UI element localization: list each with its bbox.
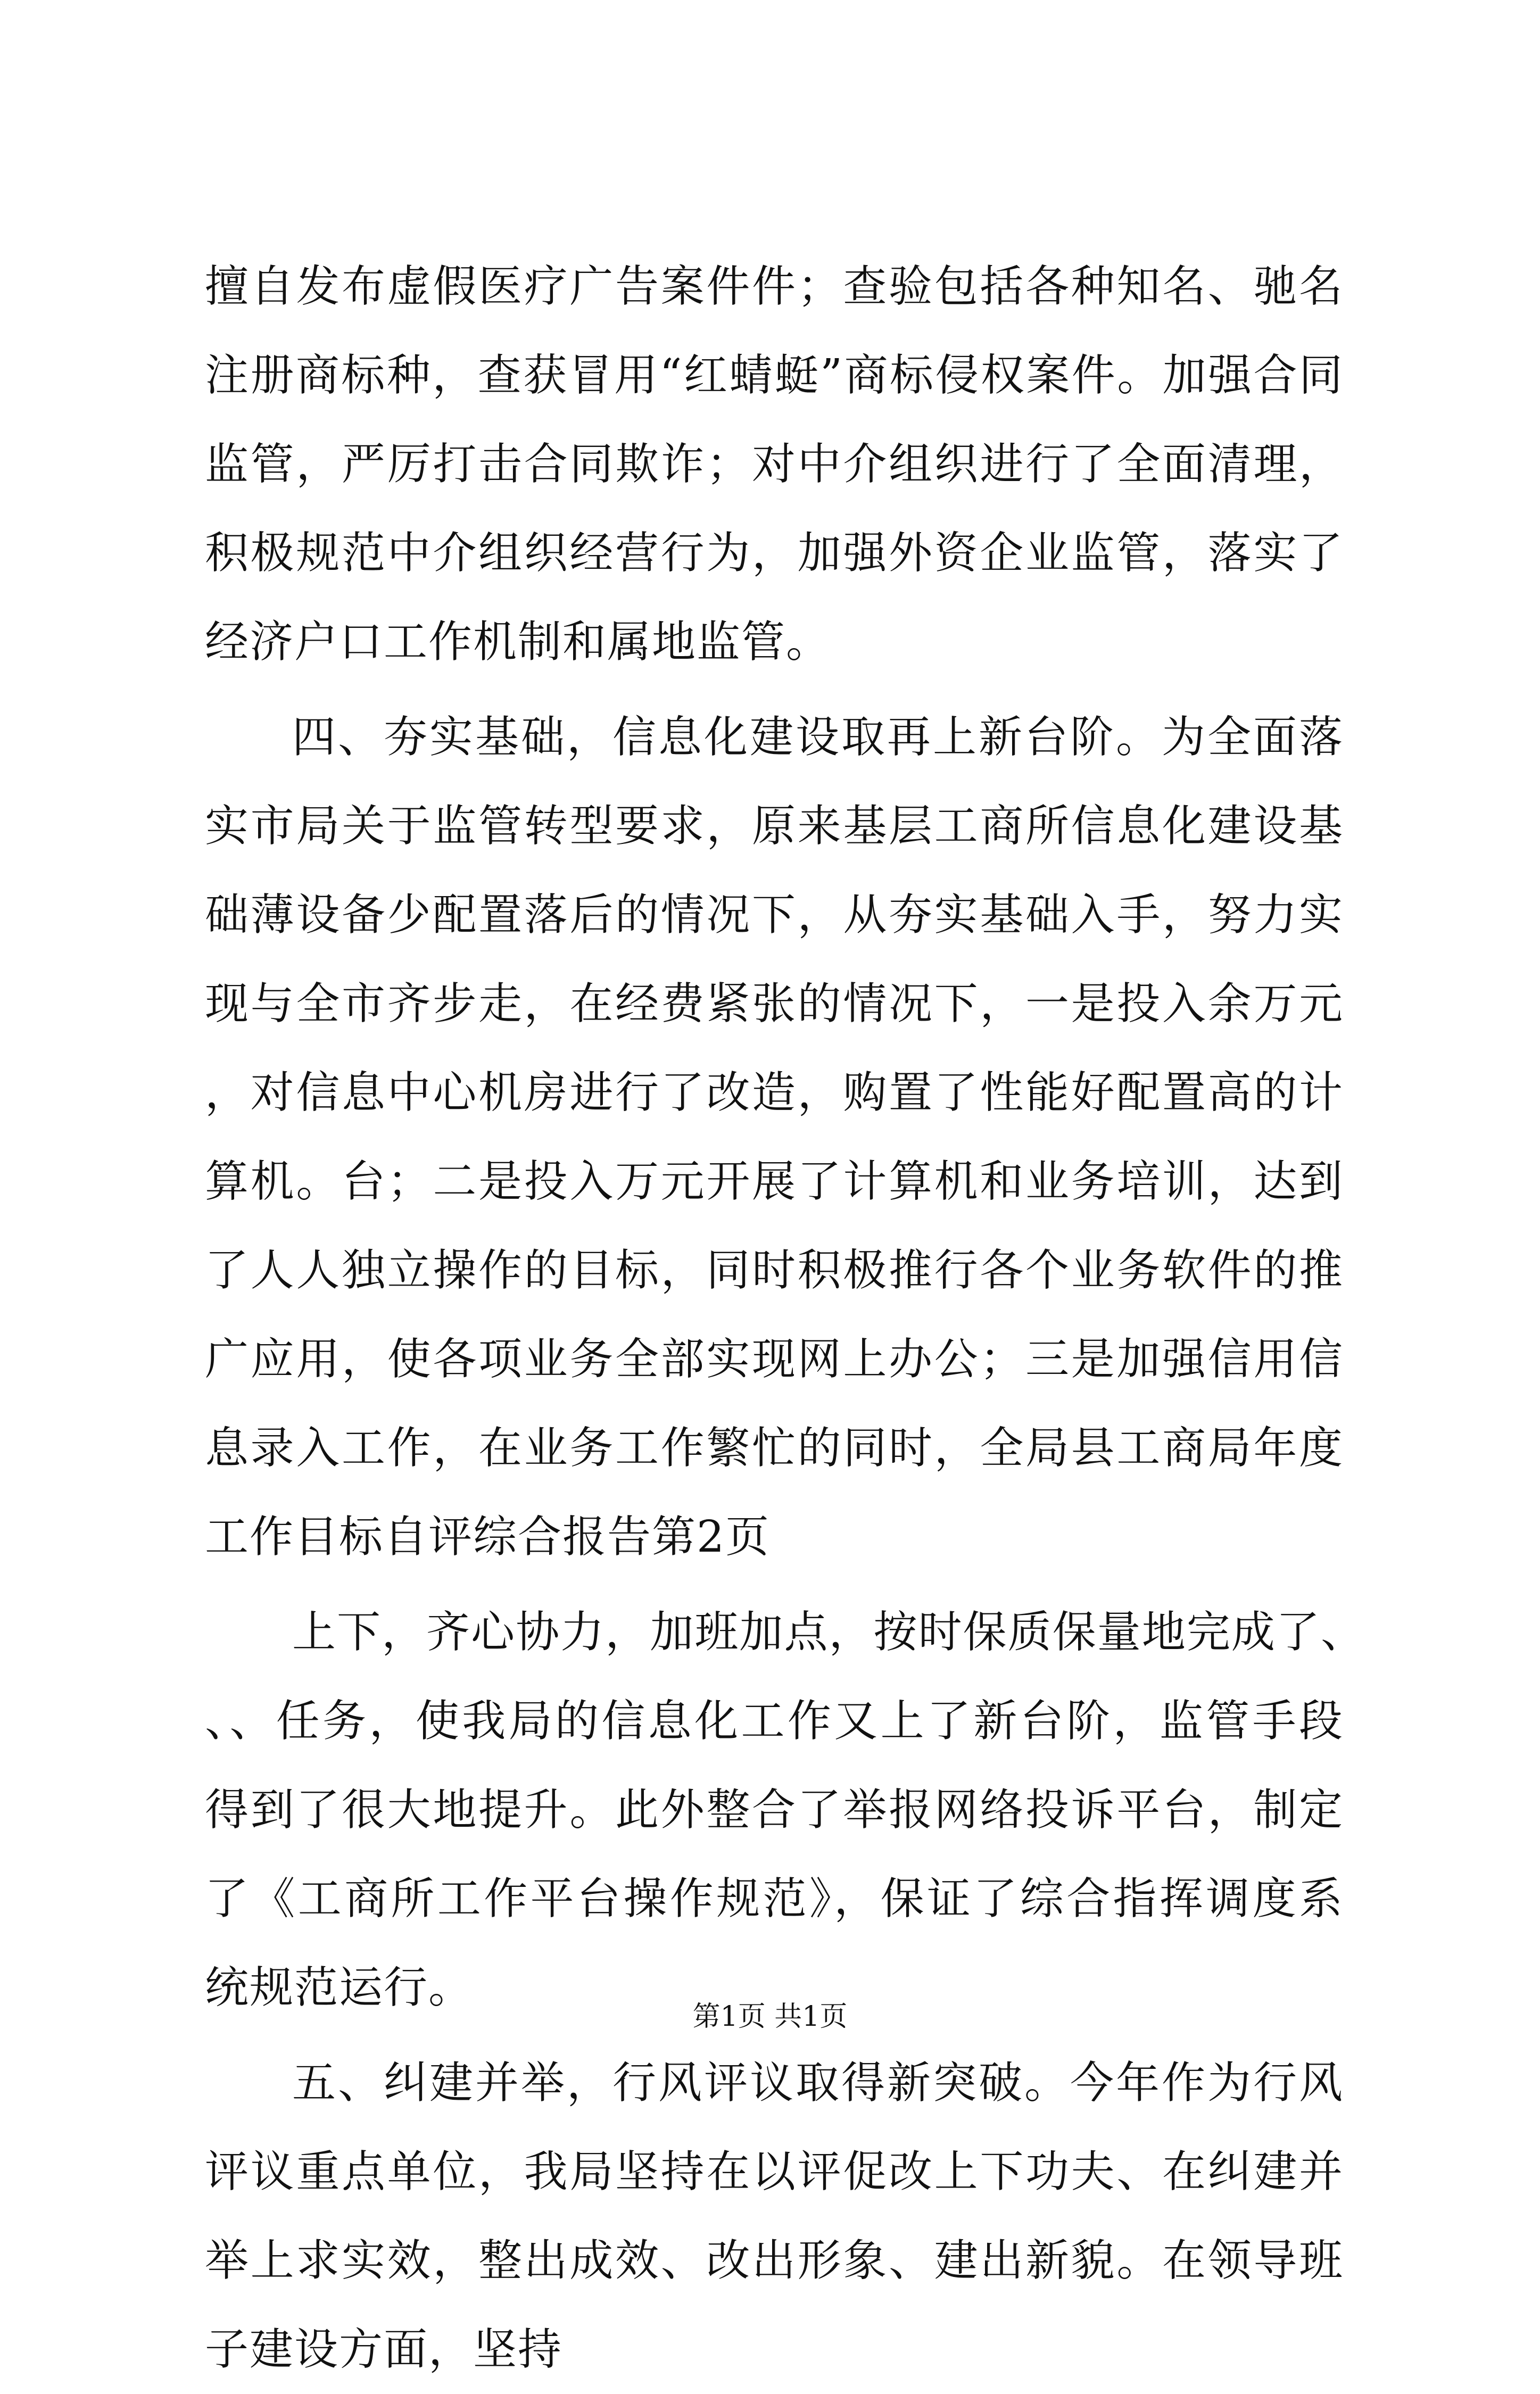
page-footer: 第1页 共1页 <box>692 2001 848 2033</box>
paragraph-continuation: 擅自发布虚假医疗广告案件件；查验包括各种知名、驰名注册商标种，查获冒用“红蜻蜓”商标侵权案件。加强合同监管，严厉打击合同欺诈；对中介组织进行了全面清理，积极规范中介组织经营行为，加强外资企业监管，落实了经济户口工作机制和属地监管。 <box>205 261 1344 667</box>
paragraph-section-four: 四、夯实基础，信息化建设取再上新台阶。为全面落实市局关于监管转型要求，原来基层工商所信息化建设基础薄设备少配置落后的情况下，从夯实基础入手，努力实现与全市齐步走，在经费紧张的情况下，一是投入余万元，对信息中心机房进行了改造，购置了性能好配置高的计算机。台；二是投入万元开展了计算机和业务培训，达到了人人独立操作的目标，同时积极推行各个业务软件的推广应用，使各项业务全部实现网上办公；三是加强信用信息录入工作，在业务工作繁忙的同时，全局县工商局年度工作目标自评综合报告第2页 <box>205 712 1344 1562</box>
document-body <box>205 242 1344 2394</box>
paragraph-section-five: 五、纠建并举，行风评议取得新突破。今年作为行风评议重点单位，我局坚持在以评促改上下功夫、在纠建并举上求实效，整出成效、改出形象、建出新貌。在领导班子建设方面，坚持 <box>205 2058 1344 2375</box>
paragraph-section-four-continued: 上下，齐心协力，加班加点，按时保质保量地完成了、、、任务，使我局的信息化工作又上了新台阶，监管手段得到了很大地提升。此外整合了举报网络投诉平台，制定了《工商所工作平台操作规范》，保证了综合指挥调度系统规范运行。 <box>205 1607 1344 2013</box>
